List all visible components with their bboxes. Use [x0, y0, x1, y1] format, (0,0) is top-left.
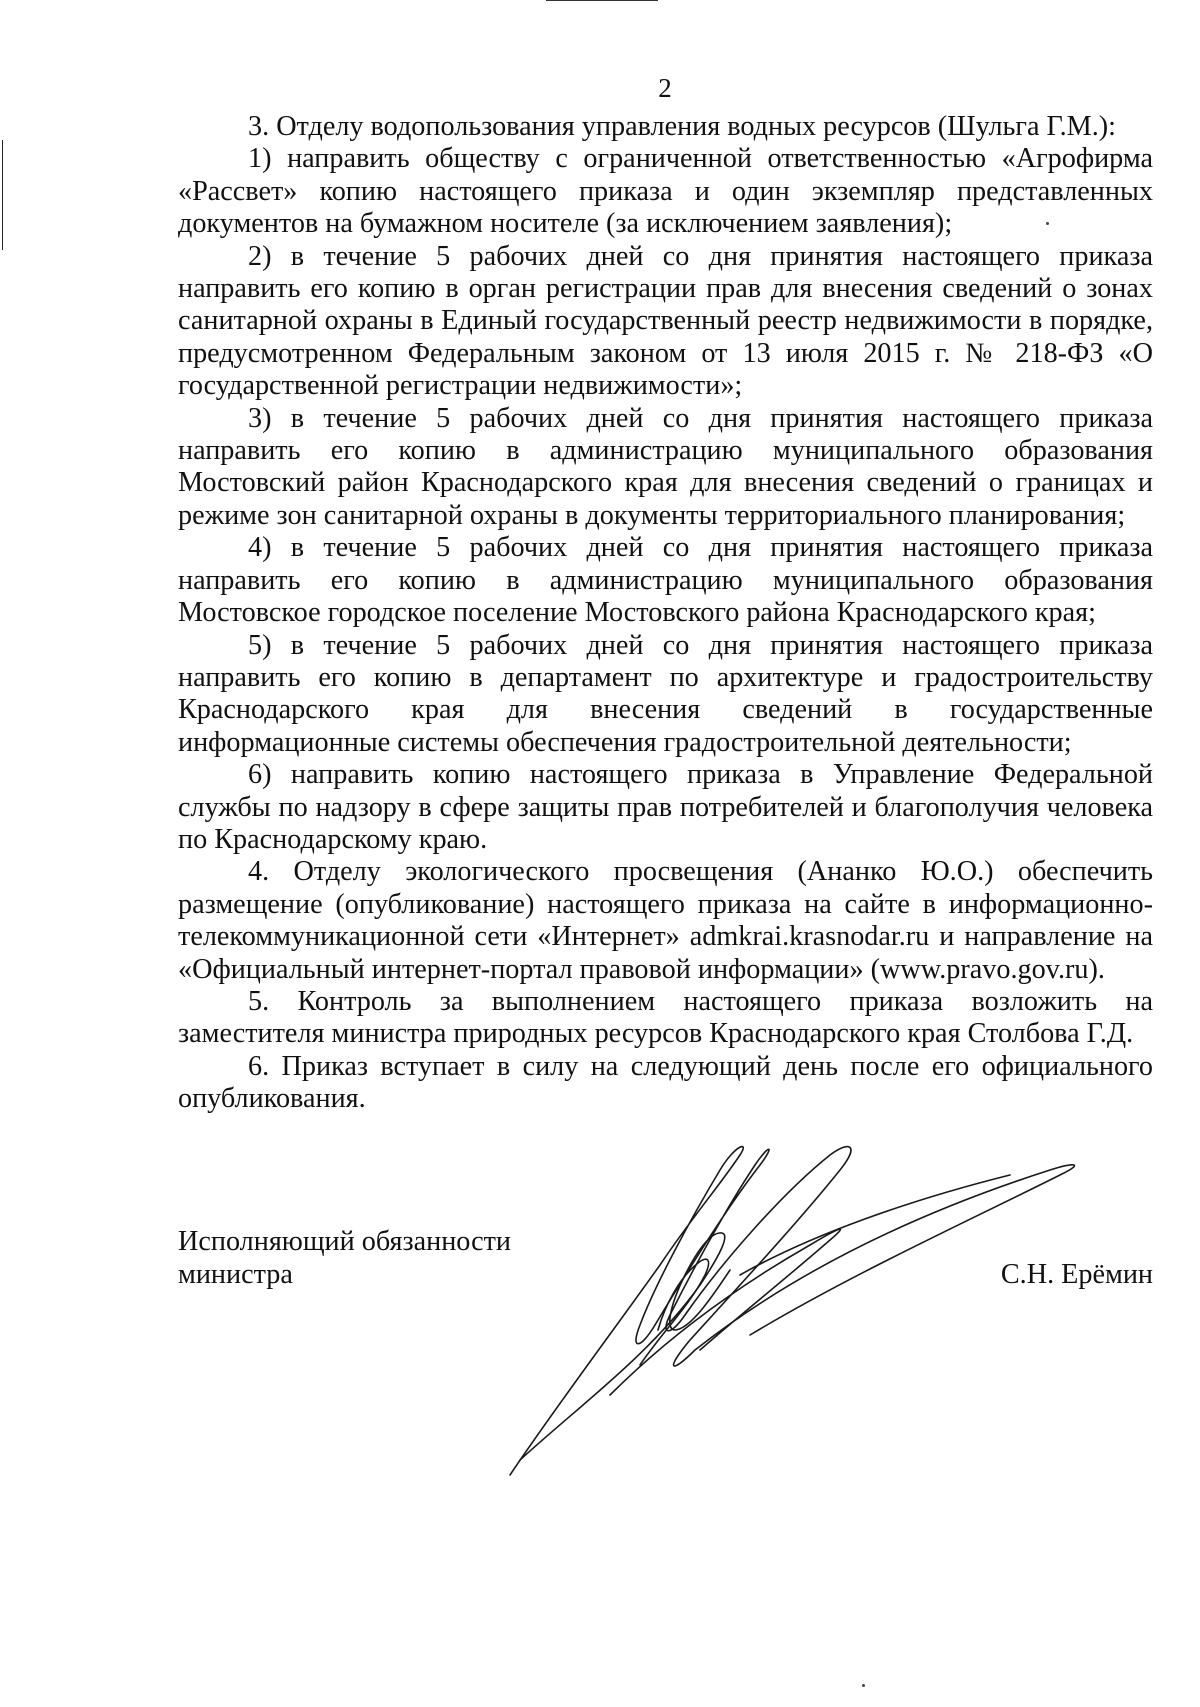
paragraph-3-6: 6) направить копию настоящего приказа в Управление Федеральной службы по надзору в сфере защиты прав потребителей и благополучия человека по Краснодарскому краю. [178, 759, 1153, 855]
signatory-position-line1: Исполняющий обязанности [178, 1226, 511, 1257]
signatory-name: С.Н. Ерёмин [1000, 1259, 1153, 1290]
scan-speck [862, 1684, 865, 1687]
paragraph-3-4: 4) в течение 5 рабочих дней со дня принятия настоящего приказа направить его копию в администрацию муниципального образования Мостовское городское поселение Мостовского района Краснодарского края; [178, 532, 1153, 629]
paragraph-4: 4. Отделу экологического просвещения (Ананко Ю.О.) обеспечить размещение (опубликование) настоящего приказа на сайте в информационно-телекоммуникационной сети «Интернет» admkrai.krasnodar.ru и направление на «Официальный интернет-портал правовой информации» (www.pravo.gov.ru). [178, 856, 1153, 985]
paragraph-6: 6. Приказ вступает в силу на следующий день после его официального опубликования. [178, 1050, 1153, 1115]
signature-block [178, 1225, 1153, 1305]
handwritten-signature [490, 1115, 1130, 1495]
scan-speck [1046, 222, 1049, 225]
paragraph-5: 5. Контроль за выполнением настоящего приказа возложить на заместителя министра природных ресурсов Краснодарского края Столбова Г.Д. [178, 985, 1153, 1050]
page-number: 2 [658, 73, 672, 103]
scan-artifact-left-edge [2, 140, 3, 250]
scan-artifact-top-line [546, 0, 658, 1]
paragraph-3-5: 5) в течение 5 рабочих дней со дня принятия настоящего приказа направить его копию в департамент по архитектуре и градостроительству Краснодарского края для внесения сведений в государственные информационные системы обеспечения градостроительной деятельности; [178, 629, 1153, 758]
paragraph-3-1: 1) направить обществу с ограниченной ответственностью «Агрофирма «Рассвет» копию настоящего приказа и один экземпляр представленных документов на бумажном носителе (за исключением заявления); [178, 143, 1153, 240]
document-body [178, 111, 1153, 1116]
signatory-position [178, 1225, 511, 1291]
signatory-position-line2: министра [178, 1259, 293, 1290]
paragraph-3-2: 2) в течение 5 рабочих дней со дня принятия настоящего приказа направить его копию в орган регистрации прав для внесения сведений о зонах санитарной охраны в Единый государственный реестр недвижимости в порядке, предусмотренном Федеральным законом от 13 июля 2015 г. № 218-ФЗ «О государственной регистрации недвижимости»; [178, 240, 1153, 402]
paragraph-3-3: 3) в течение 5 рабочих дней со дня принятия настоящего приказа направить его копию в администрацию муниципального образования Мостовский район Краснодарского края для внесения сведений о границах и режиме зон санитарной охраны в документы территориального планирования; [178, 402, 1153, 531]
paragraph-3: 3. Отделу водопользования управления водных ресурсов (Шульга Г.М.): [248, 111, 1116, 142]
